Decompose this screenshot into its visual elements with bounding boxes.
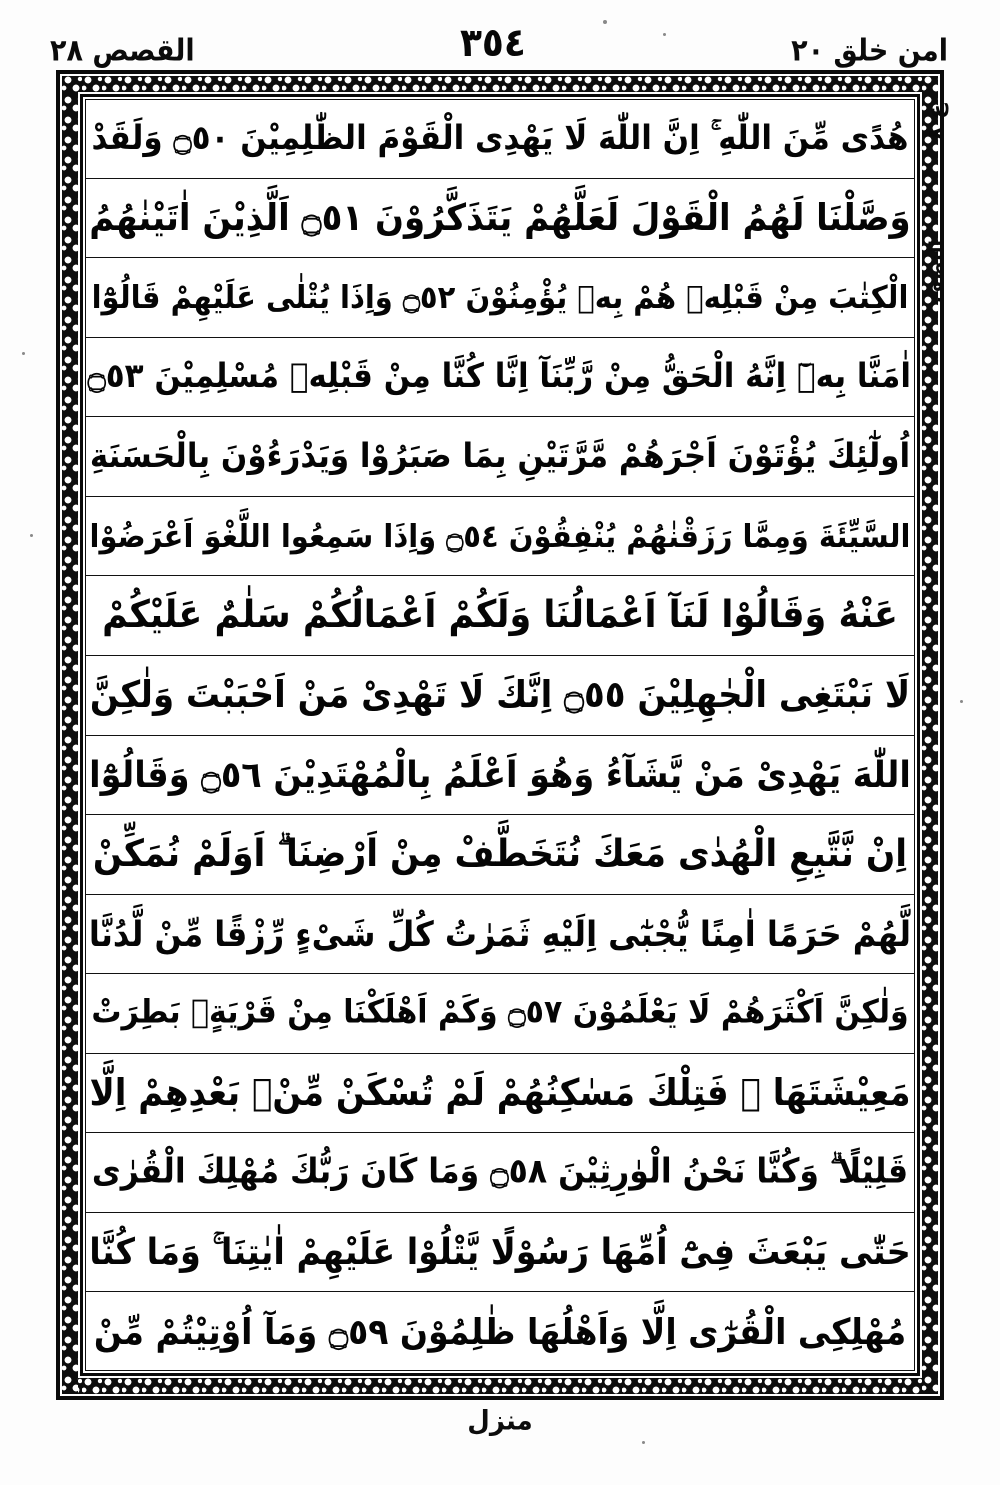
ayah-text: اللّٰهَ يَهْدِىْ مَنْ يَّشَآءُ وَهُوَ اَعْلَمُ بِالْمُهْتَدِيْنَ ۝٥٦ وَقَالُوْٓا [89, 753, 911, 796]
ayah-text: وَلٰكِنَّ اَكْثَرَهُمْ لَا يَعْلَمُوْنَ ۝٥٧ وَكَمْ اَهْلَكْنَا مِنْ قَرْيَةٍۢ بَطِرَتْ [91, 994, 909, 1032]
quran-text-block [85, 99, 915, 1371]
header-juz-label: امن خلق ٢٠ [791, 33, 948, 69]
half-juz-marker: النصف [926, 240, 948, 303]
ornament-band-bottom [62, 1378, 938, 1394]
ayah-text: حَتّٰى يَبْعَثَ فِىْٓ اُمِّهَا رَسُوْلًا يَّتْلُوْا عَلَيْهِمْ اٰيٰتِنَا ۚ وَمَا كُنَّا [89, 1230, 911, 1273]
ayah-line [85, 815, 915, 895]
ruku-marker: ع ٨ [924, 104, 949, 141]
ornament-band-top [62, 76, 938, 92]
ayah-text: قَلِيْلًا ۗ وَكُنَّا نَحْنُ الْوٰرِثِيْنَ ۝٥٨ وَمَا كَانَ رَبُّكَ مُهْلِكَ الْقُرٰى [91, 1152, 909, 1192]
ayah-text: السَّيِّئَةَ وَمِمَّا رَزَقْنٰهُمْ يُنْفِقُوْنَ ۝٥٤ وَاِذَا سَمِعُوا اللَّغْوَ اَعْرَضُوْا [89, 517, 911, 554]
ayah-line [85, 1213, 915, 1293]
ayah-line [85, 99, 915, 179]
header-surah-label: القصص ٢٨ [50, 33, 195, 69]
ayah-text: الْكِتٰبَ مِنْ قَبْلِهٖ هُمْ بِهٖ يُؤْمِنُوْنَ ۝٥٢ وَاِذَا يُتْلٰى عَلَيْهِمْ قَالُوْٓا [91, 278, 909, 316]
page-number: ٣٥٤ [459, 20, 526, 67]
page-header [46, 14, 954, 69]
scan-speck [30, 534, 33, 537]
ayah-text: هُدًى مِّنَ اللّٰهِ ۚ اِنَّ اللّٰهَ لَا يَهْدِى الْقَوْمَ الظّٰلِمِيْنَ ۝٥٠ وَلَقَدْ [91, 118, 909, 158]
ayah-line [85, 736, 915, 816]
ayah-line [85, 1054, 915, 1134]
ayah-text: لَّهُمْ حَرَمًا اٰمِنًا يُّجْبٰٓى اِلَيْهِ ثَمَرٰتُ كُلِّ شَىْءٍ رِّزْقًا مِّنْ لَّدُنَّا [88, 913, 911, 955]
ayah-text: مُهْلِكِى الْقُرٰٓى اِلَّا وَاَهْلُهَا ظٰلِمُوْنَ ۝٥٩ وَمَآ اُوْتِيْتُمْ مِّنْ [93, 1310, 907, 1353]
ayah-line [85, 974, 915, 1054]
ayah-text: لَا نَبْتَغِى الْجٰهِلِيْنَ ۝٥٥ اِنَّكَ لَا تَهْدِىْ مَنْ اَحْبَبْتَ وَلٰكِنَّ [89, 673, 911, 717]
ornament-band-left [62, 76, 78, 1394]
page-footer [0, 1406, 1000, 1436]
ayah-line [85, 576, 915, 656]
ayah-line [85, 1133, 915, 1213]
ayah-line [85, 497, 915, 577]
ayah-line [85, 179, 915, 259]
ayah-line [85, 338, 915, 418]
ayah-line [85, 1292, 915, 1371]
scan-speck [960, 700, 963, 703]
ayah-text: وَصَّلْنَا لَهُمُ الْقَوْلَ لَعَلَّهُمْ يَتَذَكَّرُوْنَ ۝٥١ اَلَّذِيْنَ اٰتَيْنٰهُمُ [89, 196, 911, 240]
ayah-line [85, 417, 915, 497]
scan-speck [22, 352, 25, 355]
ayah-text: عَنْهُ وَقَالُوْا لَنَآ اَعْمَالُنَا وَلَكُمْ اَعْمَالُكُمْ سَلٰمٌ عَلَيْكُمْ [102, 593, 898, 637]
ayah-text: اٰمَنَّا بِهٖٓ اِنَّهُ الْحَقُّ مِنْ رَّبِّنَآ اِنَّا كُنَّا مِنْ قَبْلِهٖ مُسْلِمِيْنَ ۝٥٣ [87, 356, 911, 396]
ayah-line [85, 895, 915, 975]
ayah-text: اُولٰٓئِكَ يُؤْتَوْنَ اَجْرَهُمْ مَّرَّتَيْنِ بِمَا صَبَرُوْا وَيَدْرَءُوْنَ بِالْحَسَنَةِ [89, 436, 911, 476]
ayah-text: مَعِيْشَتَهَا ۚ فَتِلْكَ مَسٰكِنُهُمْ لَمْ تُسْكَنْ مِّنْۢ بَعْدِهِمْ اِلَّا [89, 1071, 911, 1115]
ayah-text: اِنْ نَّتَّبِعِ الْهُدٰى مَعَكَ نُتَخَطَّفْ مِنْ اَرْضِنَا ۗ اَوَلَمْ نُمَكِّنْ [92, 832, 908, 876]
ayah-line [85, 656, 915, 736]
scan-speck [642, 1441, 645, 1444]
manzil-marker: منزل [467, 1405, 533, 1437]
ayah-line [85, 258, 915, 338]
